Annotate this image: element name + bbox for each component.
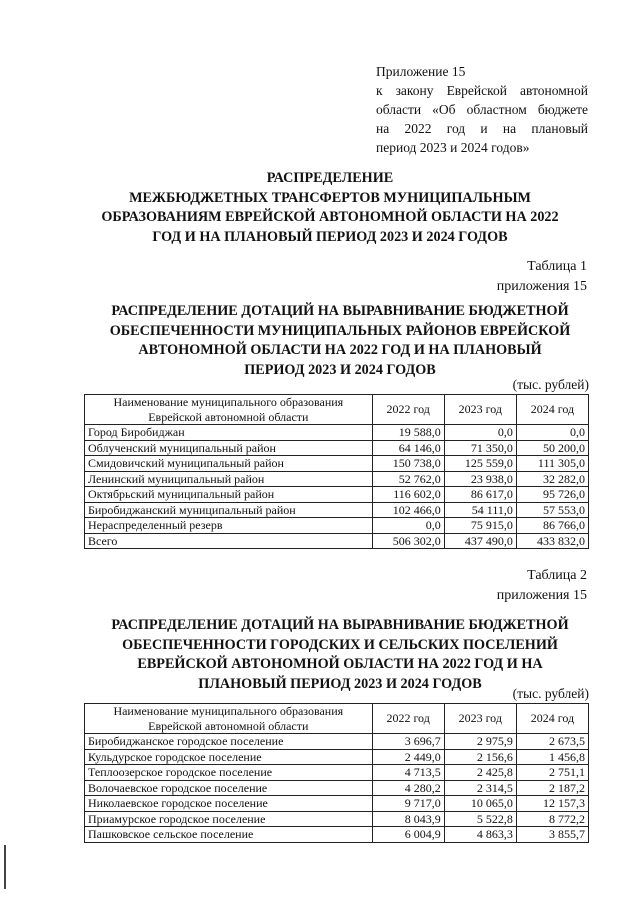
appendix-reference	[376, 62, 588, 157]
table2-title-line: ПЛАНОВЫЙ ПЕРИОД 2023 И 2024 ГОДОВ	[198, 675, 482, 692]
appendix-line: период 2023 и 2024 годов»	[376, 140, 530, 155]
cell-name: Ленинский муниципальный район	[85, 471, 373, 487]
cell-name: Пашковское сельское поселение	[85, 827, 373, 843]
table-header-row	[85, 395, 589, 425]
cell-name: Николаевское городское поселение	[85, 796, 373, 812]
cell-name: Город Биробиджан	[85, 425, 373, 441]
cell-name: Биробиджанское городское поселение	[85, 734, 373, 750]
main-title-line: РАСПРЕДЕЛЕНИЕ	[266, 170, 394, 186]
cell-2022: 102 466,0	[372, 502, 444, 518]
table1-title-line: ОБЕСПЕЧЕННОСТИ МУНИЦИПАЛЬНЫХ РАЙОНОВ ЕВРЕЙСКОЙ	[109, 322, 571, 339]
cell-2023: 2 314,5	[444, 780, 516, 796]
cell-2024: 1 456,8	[516, 749, 588, 765]
table2-title-line: ЕВРЕЙСКОЙ АВТОНОМНОЙ ОБЛАСТИ НА 2022 ГОД И НА	[137, 656, 543, 672]
column-header-name-line1: Наименование муниципального образования	[113, 395, 344, 409]
cell-2023: 71 350,0	[444, 440, 516, 456]
column-header-2023: 2023 год	[444, 395, 516, 425]
cell-name: Кульдурское городское поселение	[85, 749, 373, 765]
cell-2024: 57 553,0	[516, 502, 588, 518]
table-row	[85, 440, 589, 456]
scan-edge-mark	[4, 845, 6, 889]
cell-2024: 2 187,2	[516, 780, 588, 796]
cell-name: Всего	[85, 533, 373, 549]
table1-title-line: РАСПРЕДЕЛЕНИЕ ДОТАЦИЙ НА ВЫРАВНИВАНИЕ БЮДЖЕТНОЙ	[111, 303, 569, 319]
cell-2024: 111 305,0	[516, 456, 588, 472]
cell-2024: 86 766,0	[516, 518, 588, 534]
table1-dotations-districts	[84, 394, 589, 549]
table1-title	[80, 302, 600, 380]
cell-name: Облученский муниципальный район	[85, 440, 373, 456]
cell-2023: 5 522,8	[444, 811, 516, 827]
table2-ref-line1: Таблица 2	[527, 568, 587, 583]
cell-2023: 54 111,0	[444, 502, 516, 518]
table2-dotations-settlements	[84, 703, 589, 843]
table-row	[85, 487, 589, 503]
table1-ref-line2: приложения 15	[496, 279, 587, 294]
table-row	[85, 456, 589, 472]
column-header-2024: 2024 год	[516, 395, 588, 425]
table-row	[85, 471, 589, 487]
main-title-line: ГОД И НА ПЛАНОВЫЙ ПЕРИОД 2023 И 2024 ГОДОВ	[152, 228, 508, 245]
main-title-line: ОБРАЗОВАНИЯМ ЕВРЕЙСКОЙ АВТОНОМНОЙ ОБЛАСТИ НА 2022	[101, 209, 559, 225]
table1-units: (тыс. рублей)	[512, 377, 589, 392]
cell-2022: 2 449,0	[372, 749, 444, 765]
cell-2022: 4 713,5	[372, 765, 444, 781]
table-row	[85, 749, 589, 765]
cell-2024: 32 282,0	[516, 471, 588, 487]
table-row	[85, 734, 589, 750]
table-header-row	[85, 704, 589, 734]
cell-name: Приамурское городское поселение	[85, 811, 373, 827]
cell-2024: 50 200,0	[516, 440, 588, 456]
appendix-line: Приложение 15	[376, 64, 466, 79]
cell-name: Смидовичский муниципальный район	[85, 456, 373, 472]
cell-2022: 3 696,7	[372, 734, 444, 750]
cell-name: Теплоозерское городское поселение	[85, 765, 373, 781]
cell-2022: 52 762,0	[372, 471, 444, 487]
cell-2024: 433 832,0	[516, 533, 588, 549]
table-row	[85, 827, 589, 843]
main-title	[70, 169, 590, 247]
cell-2023: 2 425,8	[444, 765, 516, 781]
cell-2022: 19 588,0	[372, 425, 444, 441]
cell-2024: 3 855,7	[516, 827, 588, 843]
cell-2023: 2 975,9	[444, 734, 516, 750]
table-row	[85, 811, 589, 827]
cell-2022: 506 302,0	[372, 533, 444, 549]
cell-2022: 4 280,2	[372, 780, 444, 796]
cell-2022: 150 738,0	[372, 456, 444, 472]
main-title-line: МЕЖБЮДЖЕТНЫХ ТРАНСФЕРТОВ МУНИЦИПАЛЬНЫМ	[129, 189, 531, 206]
table2-ref-line2: приложения 15	[496, 588, 587, 603]
column-header-name	[85, 395, 373, 425]
cell-2024: 8 772,2	[516, 811, 588, 827]
table-row	[85, 425, 589, 441]
table2-units: (тыс. рублей)	[512, 686, 589, 701]
column-header-name-line2: Еврейской автономной области	[148, 718, 309, 733]
column-header-2022: 2022 год	[372, 395, 444, 425]
cell-2023: 75 915,0	[444, 518, 516, 534]
cell-2022: 6 004,9	[372, 827, 444, 843]
column-header-name-line2: Еврейской автономной области	[148, 409, 309, 424]
cell-2022: 64 146,0	[372, 440, 444, 456]
cell-2023: 437 490,0	[444, 533, 516, 549]
column-header-2023: 2023 год	[444, 704, 516, 734]
cell-2024: 2 673,5	[516, 734, 588, 750]
table-row	[85, 780, 589, 796]
cell-2024: 12 157,3	[516, 796, 588, 812]
column-header-name-line1: Наименование муниципального образования	[113, 704, 344, 718]
cell-2023: 2 156,6	[444, 749, 516, 765]
column-header-name	[85, 704, 373, 734]
table1-title-line: АВТОНОМНОЙ ОБЛАСТИ НА 2022 ГОД И НА ПЛАНОВЫЙ	[138, 342, 542, 358]
appendix-line: на 2022 год и на плановый	[376, 121, 588, 136]
table-row	[85, 796, 589, 812]
column-header-2022: 2022 год	[372, 704, 444, 734]
cell-2022: 116 602,0	[372, 487, 444, 503]
table-total-row	[85, 533, 589, 549]
table1-title-line: ПЕРИОД 2023 И 2024 ГОДОВ	[244, 361, 436, 378]
table-row	[85, 765, 589, 781]
column-header-2024: 2024 год	[516, 704, 588, 734]
table1-ref-line1: Таблица 1	[527, 259, 587, 274]
cell-name: Нераспределенный резерв	[85, 518, 373, 534]
cell-2022: 9 717,0	[372, 796, 444, 812]
cell-name: Биробиджанский муниципальный район	[85, 502, 373, 518]
cell-2023: 4 863,3	[444, 827, 516, 843]
table-row	[85, 502, 589, 518]
appendix-line: области «Об областном бюджете	[376, 102, 588, 117]
cell-2023: 23 938,0	[444, 471, 516, 487]
table2-title	[80, 616, 600, 694]
cell-2023: 86 617,0	[444, 487, 516, 503]
cell-2023: 10 065,0	[444, 796, 516, 812]
cell-2024: 2 751,1	[516, 765, 588, 781]
table2-reference	[447, 566, 587, 606]
table2-title-line: ОБЕСПЕЧЕННОСТИ ГОРОДСКИХ И СЕЛЬСКИХ ПОСЕЛЕНИЙ	[122, 636, 558, 653]
cell-2022: 8 043,9	[372, 811, 444, 827]
cell-2023: 0,0	[444, 425, 516, 441]
cell-name: Волочаевское городское поселение	[85, 780, 373, 796]
table2-title-line: РАСПРЕДЕЛЕНИЕ ДОТАЦИЙ НА ВЫРАВНИВАНИЕ БЮДЖЕТНОЙ	[111, 617, 569, 633]
cell-name: Октябрьский муниципальный район	[85, 487, 373, 503]
cell-2024: 0,0	[516, 425, 588, 441]
cell-2023: 125 559,0	[444, 456, 516, 472]
appendix-line: к закону Еврейской автономной	[376, 83, 588, 98]
cell-2024: 95 726,0	[516, 487, 588, 503]
table1-reference	[447, 257, 587, 297]
cell-2022: 0,0	[372, 518, 444, 534]
table-row	[85, 518, 589, 534]
